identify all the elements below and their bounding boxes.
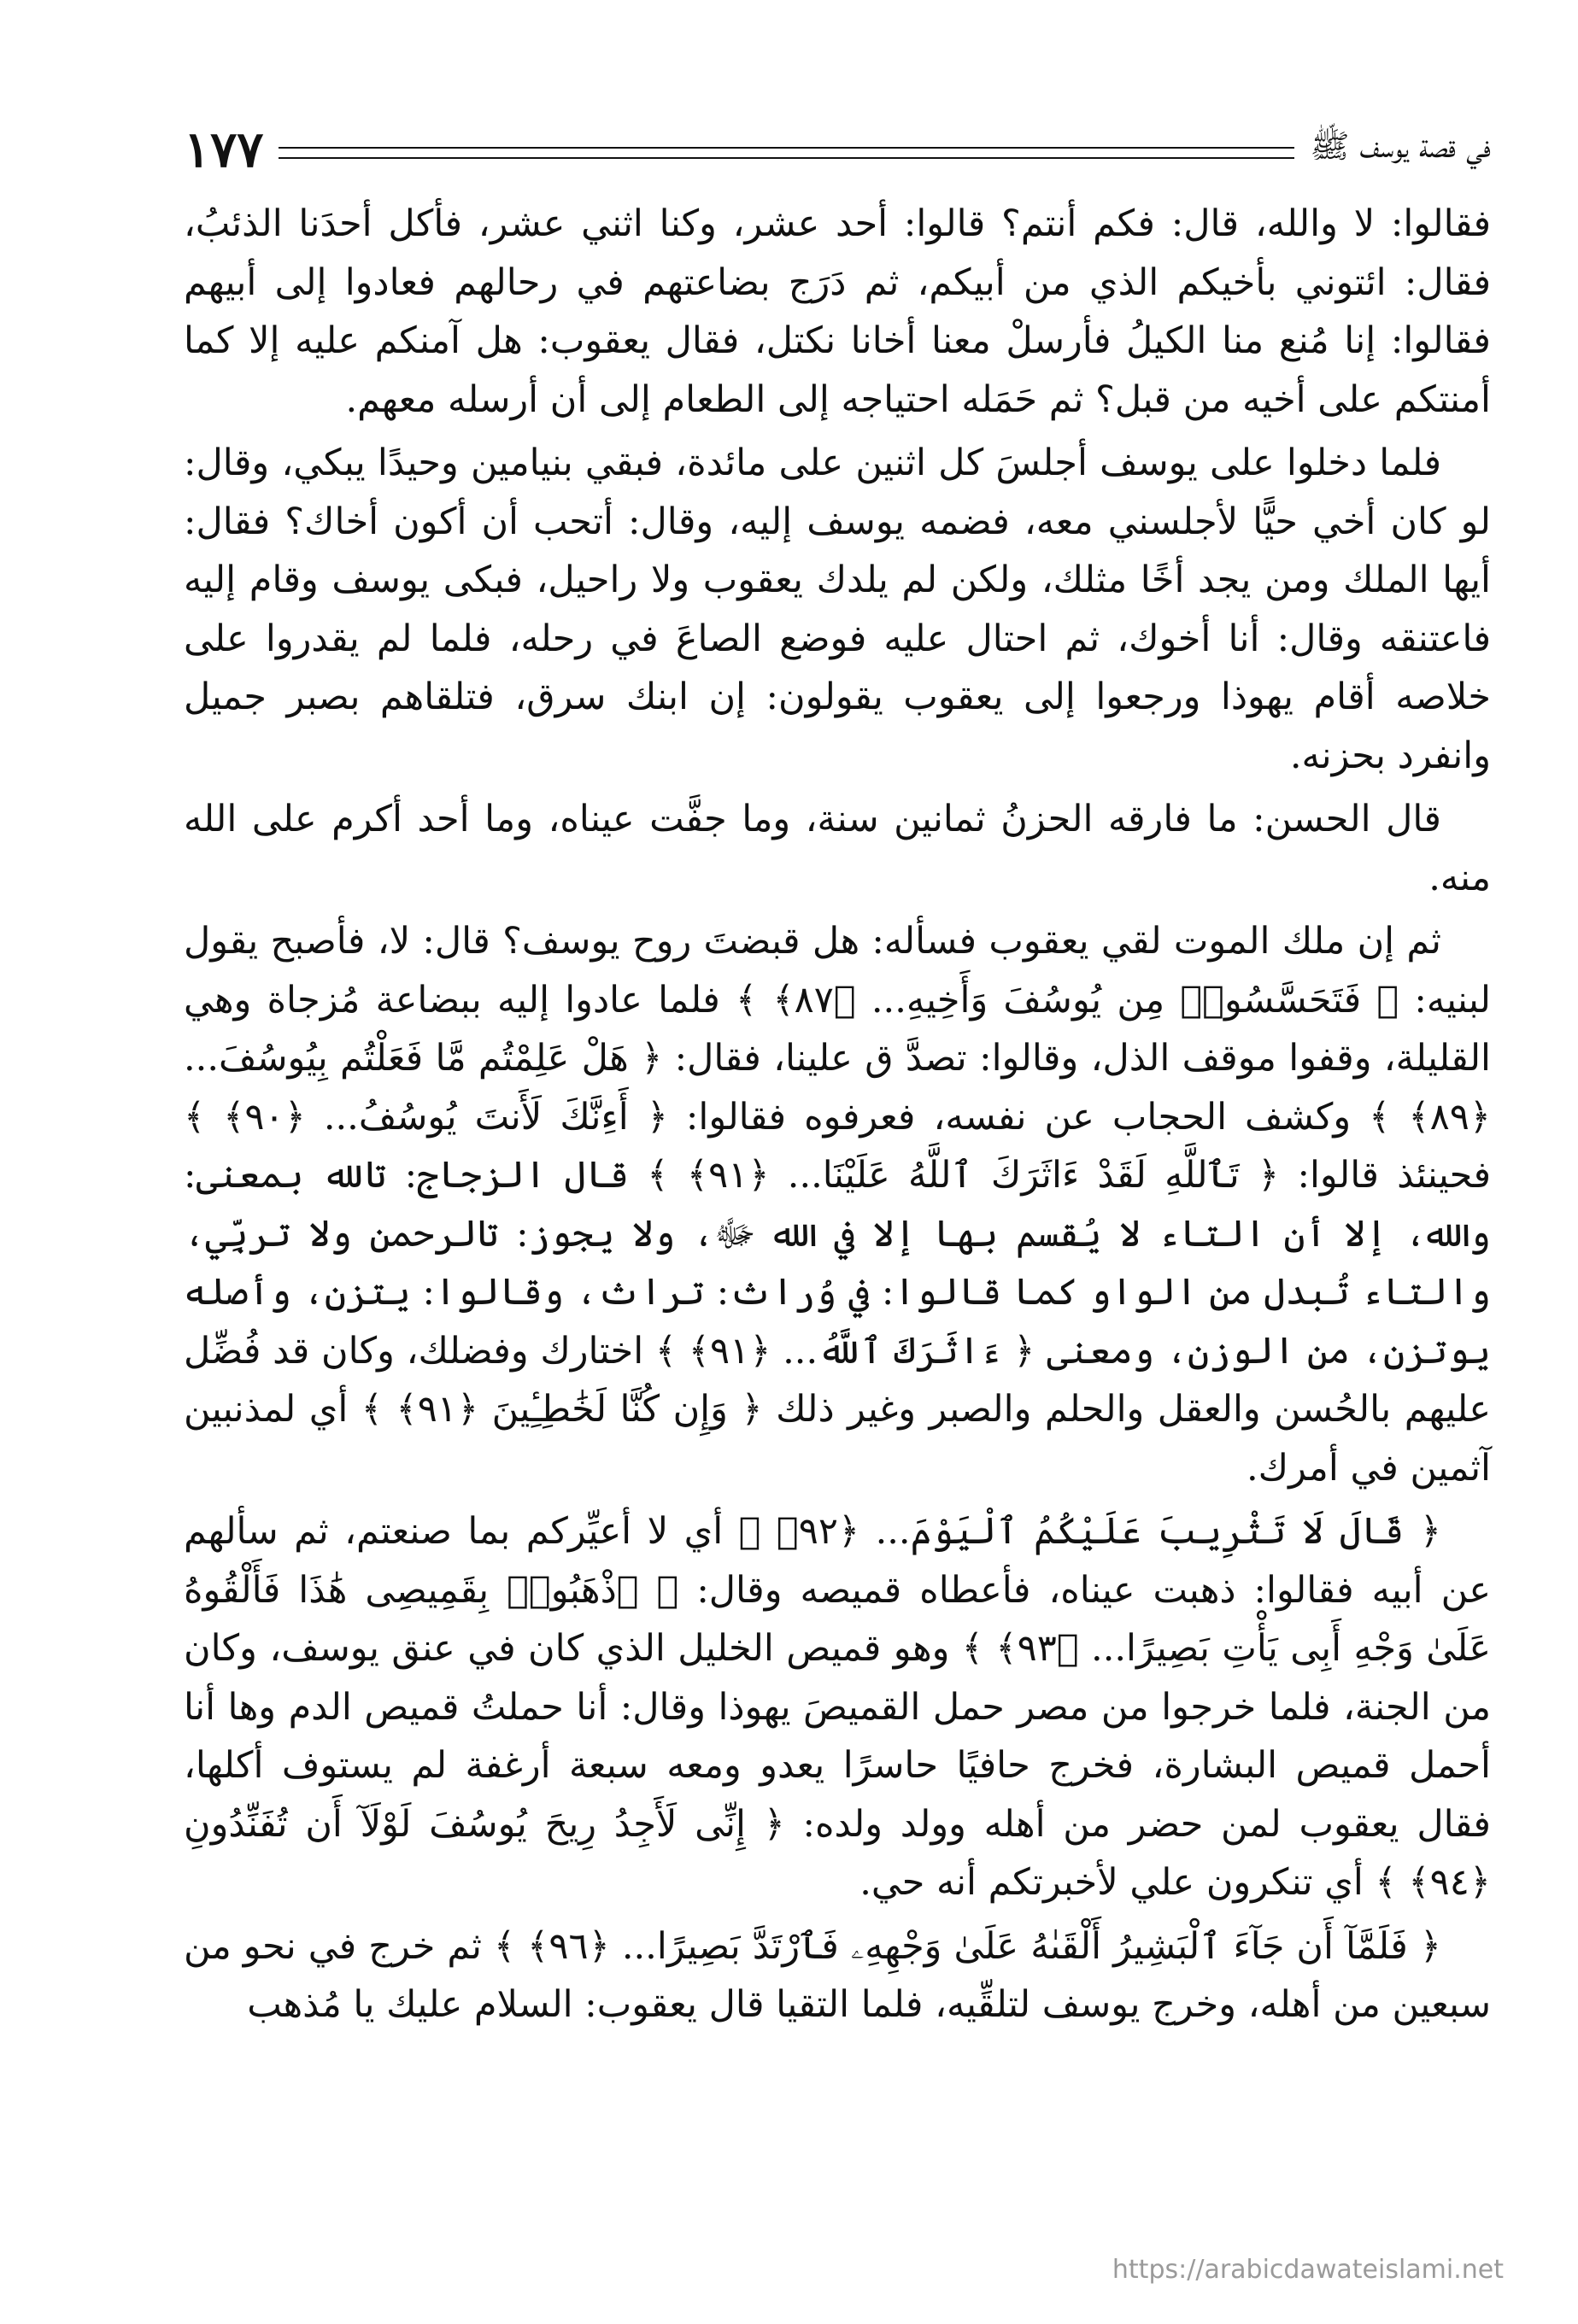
running-header (184, 120, 1491, 179)
paragraph-5: ﴿ قَالَ لَا تَثْرِيبَ عَلَيْكُمُ ٱلْيَوْمَ... ﴿٩٢﴾ ﴾ أي لا أعيِّركم بما صنعتم، ثم سألهم عن أبيه فقالوا: ذهبت عيناه، فأعطاه قميصه وقال: ﴿ ٱذْهَبُوا۟ بِقَمِيصِى هَٰذَا فَأَلْقُوهُ عَلَىٰ وَجْهِ أَبِى يَأْتِ بَصِيرًا... ﴿٩٣﴾ ﴾ وهو قميص الخليل الذي كان في عنق يوسف، وكان من الجنة، فلما خرجوا من مصر حمل القميصَ يهوذا وقال: أنا حملتُ قميص الدم وها أنا أحمل قميص البشارة، فخرج حافيًا حاسرًا يعدو ومعه سبعة أرغفة لم يستوف أكلها، فقال يعقوب لمن حضر من أهله وولد ولده: ﴿ إِنِّى لَأَجِدُ رِيحَ يُوسُفَ لَوْلَآ أَن تُفَنِّدُونِ ﴿٩٤﴾ ﴾ أي تنكرون علي لأخبرتكم أنه حي. (184, 1510, 1491, 1904)
book-page (184, 120, 1491, 2306)
running-header-title: في قصة يوسف ﷺ (1310, 126, 1491, 165)
body-text (184, 195, 1491, 2034)
source-watermark: https://arabicdawateislami.net (1112, 2255, 1504, 2285)
page-number: ١٧٧ (184, 120, 264, 179)
paragraph-2: فلما دخلوا على يوسف أجلسَ كل اثنين على مائدة، فبقي بنيامين وحيدًا يبكي، وقال: لو كان أخي حيًّا لأجلسني معه، فضمه يوسف إليه، وقال: أتحب أن أكون أخاك؟ فقال: أيها الملك ومن يجد أخًا مثلك، ولكن لم يلدك يعقوب ولا راحيل، فبكى يوسف وقام إليه فاعتنقه وقال: أنا أخوك، ثم احتال عليه فوضع الصاعَ في رحله، فلما لم يقدروا على خلاصه أقام يهوذا ورجعوا إلى يعقوب يقولون: إن ابنك سرق، فتلقاهم بصبر جميل وانفرد بحزنه. (184, 442, 1491, 777)
paragraph-1: فقالوا: لا والله، قال: فكم أنتم؟ قالوا: أحد عشر، وكنا اثني عشر، فأكل أحدَنا الذئبُ، فقال: ائتوني بأخيكم الذي من أبيكم، ثم دَرَج بضاعتهم في رحالهم فعادوا إلى أبيهم فقالوا: إنا مُنع منا الكيلُ فأرسلْ معنا أخانا نكتل، فقال يعقوب: هل آمنكم عليه إلا كما أمنتكم على أخيه من قبل؟ ثم حَمَله احتياجه إلى الطعام إلى أن أرسله معهم. (184, 202, 1491, 421)
paragraph-4: ثم إن ملك الموت لقي يعقوب فسأله: هل قبضتَ روح يوسف؟ قال: لا، فأصبح يقول لبنيه: ﴿ فَتَحَسَّسُوا۟ مِن يُوسُفَ وَأَخِيهِ... ﴿٨٧﴾ ﴾ فلما عادوا إليه ببضاعة مُزجاة وهي القليلة، وقفوا موقف الذل، وقالوا: تصدَّ ق علينا، فقال: ﴿ هَلْ عَلِمْتُم مَّا فَعَلْتُم بِيُوسُفَ... ﴿٨٩﴾ ﴾ وكشف الحجاب عن نفسه، فعرفوه فقالوا: ﴿ أَءِنَّكَ لَأَنتَ يُوسُفُ... ﴿٩٠﴾ ﴾ فحينئذ قالوا: ﴿ تَٱللَّهِ لَقَدْ ءَاثَرَكَ ٱللَّهُ عَلَيْنَا... ﴿٩١﴾ ﴾ قال الزجاج: تالله بمعنى: والله، إلا أن التاء لا يُقسم بها إلا في الله ﷻ، ولا يجوز: تالرحمن ولا تربِّي، والتاء تُبدل من الواو كما قالوا: في وُراث: تراث، وقالوا: يتزن، وأصله يوتزن، من الوزن، ومعنى ﴿ ءَاثَرَكَ ٱللَّهُ... ﴿٩١﴾ ﴾ اختارك وفضلك، وكان قد فُضِّل عليهم بالحُسن والعقل والحلم والصبر وغير ذلك ﴿ وَإِن كُنَّا لَخَٰطِـِٔينَ ﴿٩١﴾ ﴾ أي لمذنبين آثمين في أمرك. (184, 920, 1492, 1490)
paragraph-6: ﴿ فَلَمَّآ أَن جَآءَ ٱلْبَشِيرُ أَلْقَىٰهُ عَلَىٰ وَجْهِهِۦ فَٱرْتَدَّ بَصِيرًا... ﴿٩٦﴾ ﴾ ثم خرج في نحو من سبعين من أهله، وخرج يوسف لتلقِّيه، فلما التقيا قال يعقوب: السلام عليك يا مُذهب (184, 1924, 1491, 2026)
header-double-rule (279, 147, 1294, 159)
paragraph-3: قال الحسن: ما فارقه الحزنُ ثمانين سنة، وما جفَّت عيناه، وما أحد أكرم على الله منه. (184, 798, 1491, 899)
